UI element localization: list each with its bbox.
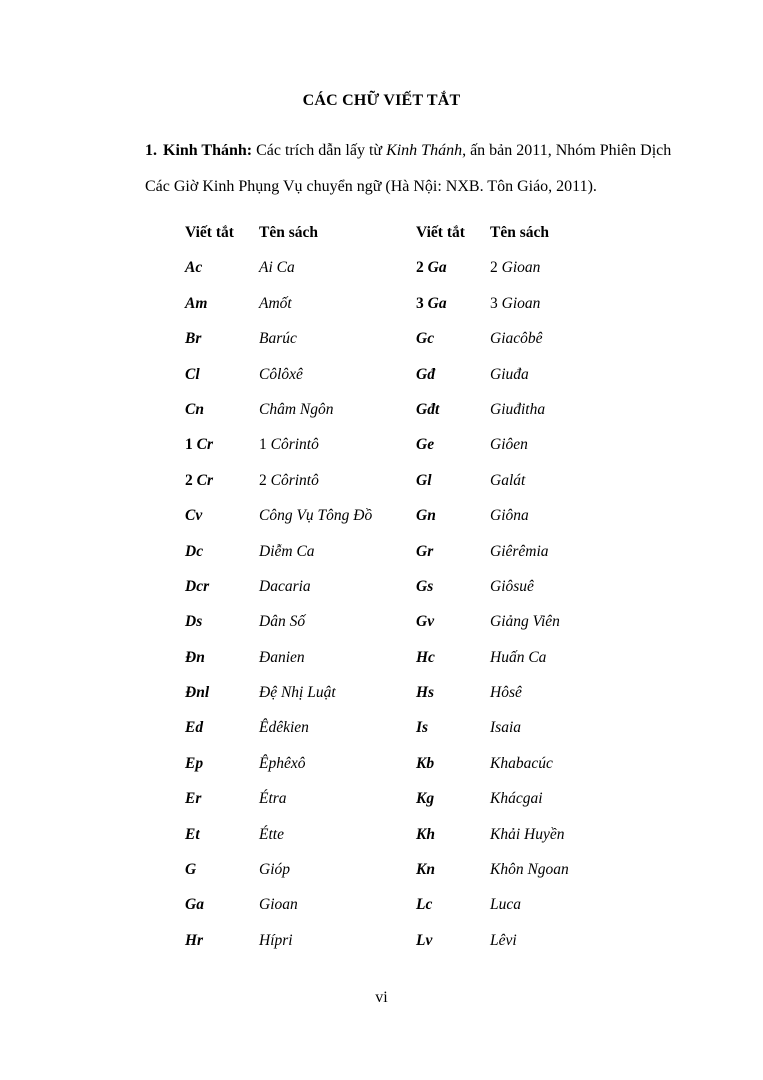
table-row bbox=[416, 330, 569, 365]
abbr-cell bbox=[185, 401, 259, 419]
book-cell bbox=[259, 259, 295, 277]
page-number: vi bbox=[375, 989, 388, 1006]
abbr-cell bbox=[416, 826, 490, 844]
book-text: Châm Ngôn bbox=[259, 400, 334, 418]
table-row bbox=[185, 295, 372, 330]
table-row bbox=[185, 259, 372, 294]
abbr-text: Gn bbox=[416, 507, 436, 525]
abbr-cell bbox=[185, 790, 259, 808]
table-row bbox=[185, 613, 372, 648]
book-text: Isaia bbox=[490, 719, 521, 737]
abbr-number: 3 bbox=[416, 294, 424, 312]
abbr-text: Lv bbox=[416, 931, 433, 949]
table-row bbox=[416, 861, 569, 896]
abbr-text: Đnl bbox=[185, 684, 210, 702]
abbr-number: 2 bbox=[416, 259, 424, 277]
table-row bbox=[416, 755, 569, 790]
abbr-cell bbox=[416, 436, 490, 454]
abbr-cell bbox=[416, 295, 490, 313]
book-cell bbox=[259, 932, 293, 950]
header-abbr: Viết tắt bbox=[416, 224, 465, 241]
table-row bbox=[185, 790, 372, 825]
table-row bbox=[185, 543, 372, 578]
book-cell bbox=[259, 543, 315, 561]
section-number: 1. bbox=[145, 142, 157, 159]
abbr-cell bbox=[416, 259, 490, 277]
book-cell bbox=[490, 259, 540, 277]
table-row bbox=[185, 472, 372, 507]
abbr-cell bbox=[416, 932, 490, 950]
abbr-cell bbox=[416, 719, 490, 737]
book-cell bbox=[490, 719, 521, 737]
book-cell bbox=[259, 472, 319, 490]
abbr-cell bbox=[416, 896, 490, 914]
book-cell bbox=[259, 649, 305, 667]
abbr-cell bbox=[185, 861, 259, 879]
book-text: Giôsuê bbox=[490, 577, 534, 595]
abbr-cell bbox=[416, 649, 490, 667]
book-text: Gioan bbox=[501, 294, 541, 312]
book-text: Giôna bbox=[490, 507, 529, 525]
book-text: Đanien bbox=[259, 648, 305, 666]
abbr-text: Cr bbox=[196, 471, 213, 489]
abbr-text: Cv bbox=[185, 507, 203, 525]
abbr-cell bbox=[185, 330, 259, 348]
abbr-text: Gs bbox=[416, 577, 434, 595]
abbr-text: Ds bbox=[185, 613, 203, 631]
table-row bbox=[416, 896, 569, 931]
book-cell bbox=[490, 295, 540, 313]
table-row bbox=[185, 649, 372, 684]
book-text: Étra bbox=[259, 790, 287, 808]
book-text: Ai Ca bbox=[259, 259, 295, 277]
abbr-cell bbox=[185, 684, 259, 702]
abbr-cell bbox=[416, 330, 490, 348]
book-cell bbox=[259, 719, 309, 737]
book-text: Khôn Ngoan bbox=[490, 861, 569, 879]
book-text: Dân Số bbox=[259, 613, 306, 631]
table-row bbox=[416, 932, 569, 967]
abbr-text: Ep bbox=[185, 754, 204, 772]
abbr-text: Is bbox=[416, 719, 429, 737]
abbr-text: Am bbox=[185, 294, 208, 312]
table-row bbox=[416, 436, 569, 471]
abbr-cell bbox=[185, 649, 259, 667]
book-text: Étte bbox=[259, 825, 284, 843]
book-text: Đệ Nhị Luật bbox=[259, 684, 336, 702]
abbr-text: Gđ bbox=[416, 365, 435, 383]
abbr-cell bbox=[185, 719, 259, 737]
table-row bbox=[416, 613, 569, 648]
abbr-cell bbox=[416, 366, 490, 384]
book-cell bbox=[259, 366, 303, 384]
abbr-cell bbox=[416, 578, 490, 596]
book-cell bbox=[490, 790, 543, 808]
book-cell bbox=[259, 330, 297, 348]
abbr-text: Cr bbox=[196, 436, 213, 454]
abbr-cell bbox=[185, 826, 259, 844]
abbr-cell bbox=[416, 543, 490, 561]
table-row bbox=[185, 401, 372, 436]
book-cell bbox=[259, 861, 290, 879]
table-row bbox=[416, 507, 569, 542]
abbr-table-left bbox=[185, 224, 372, 967]
book-cell bbox=[259, 826, 284, 844]
abbr-text: Ga bbox=[427, 294, 447, 312]
abbr-table-right bbox=[416, 224, 569, 967]
header-book: Tên sách bbox=[259, 224, 318, 241]
abbr-text: Lc bbox=[416, 896, 433, 914]
book-text: Công Vụ Tông Đồ bbox=[259, 507, 373, 525]
book-cell bbox=[490, 472, 525, 490]
book-text: Côrintô bbox=[270, 471, 319, 489]
book-text: Giuđitha bbox=[490, 400, 546, 418]
abbr-text: Hc bbox=[416, 648, 435, 666]
book-cell bbox=[490, 826, 564, 844]
page-title: CÁC CHỮ VIẾT TẮT bbox=[302, 92, 461, 109]
book-text: Giuđa bbox=[490, 365, 529, 383]
header-abbr: Viết tắt bbox=[185, 224, 234, 241]
abbr-cell bbox=[185, 366, 259, 384]
table-row bbox=[185, 366, 372, 401]
abbr-text: Kn bbox=[416, 861, 435, 879]
book-cell bbox=[259, 578, 311, 596]
abbr-cell bbox=[185, 578, 259, 596]
book-cell bbox=[490, 932, 517, 950]
abbr-text: Gv bbox=[416, 613, 435, 631]
table-row bbox=[416, 826, 569, 861]
table-row bbox=[416, 366, 569, 401]
abbr-text: Gđt bbox=[416, 400, 440, 418]
abbr-cell bbox=[185, 507, 259, 525]
abbr-text: Đn bbox=[185, 648, 205, 666]
abbr-cell bbox=[416, 401, 490, 419]
table-row bbox=[185, 507, 372, 542]
intro-text-a: Các trích dẫn lấy từ bbox=[252, 142, 387, 159]
book-text: Huấn Ca bbox=[490, 648, 547, 666]
abbr-cell bbox=[416, 684, 490, 702]
book-cell bbox=[259, 755, 305, 773]
abbr-text: G bbox=[185, 861, 197, 879]
table-row bbox=[416, 259, 569, 294]
intro-italic-title: Kinh Thánh bbox=[386, 142, 463, 159]
abbr-cell bbox=[185, 259, 259, 277]
abbr-text: Ge bbox=[416, 436, 435, 454]
intro-text-b: , ấn bản 2011, Nhóm Phiên Dịch bbox=[462, 142, 672, 159]
abbr-text: Er bbox=[185, 790, 202, 808]
abbr-text: Gr bbox=[416, 542, 434, 560]
table-row bbox=[416, 684, 569, 719]
book-cell bbox=[490, 507, 529, 525]
abbr-text: Dcr bbox=[185, 577, 210, 595]
abbr-text: Dc bbox=[185, 542, 204, 560]
book-cell bbox=[259, 790, 287, 808]
table-row bbox=[185, 932, 372, 967]
book-number: 2 bbox=[490, 259, 498, 277]
intro-line-2: Các Giờ Kinh Phụng Vụ chuyển ngữ (Hà Nội: NXB. Tôn Giáo, 2011). bbox=[145, 178, 597, 195]
book-text: Khabacúc bbox=[490, 754, 553, 772]
book-cell bbox=[490, 366, 529, 384]
book-text: Galát bbox=[490, 471, 526, 489]
book-cell bbox=[490, 684, 522, 702]
book-text: Êphêxô bbox=[259, 754, 306, 772]
abbr-number: 2 bbox=[185, 471, 193, 489]
abbr-text: Gc bbox=[416, 330, 435, 348]
abbr-text: Cn bbox=[185, 400, 204, 418]
book-text: Êdêkien bbox=[259, 719, 309, 737]
book-text: Giảng Viên bbox=[490, 613, 560, 631]
book-text: Lêvi bbox=[490, 931, 517, 949]
book-cell bbox=[490, 755, 553, 773]
table-row bbox=[416, 649, 569, 684]
table-row bbox=[185, 719, 372, 754]
book-text: Gioan bbox=[501, 259, 541, 277]
abbr-cell bbox=[416, 790, 490, 808]
abbr-text: Ga bbox=[427, 259, 447, 277]
abbr-number: 1 bbox=[185, 436, 193, 454]
table-header bbox=[416, 224, 569, 259]
book-cell bbox=[490, 436, 528, 454]
abbr-cell bbox=[185, 295, 259, 313]
table-row bbox=[185, 755, 372, 790]
book-text: Dacaria bbox=[259, 577, 311, 595]
intro-line-1 bbox=[145, 142, 671, 160]
header-book: Tên sách bbox=[490, 224, 549, 241]
abbr-cell bbox=[416, 613, 490, 631]
abbr-text: Kb bbox=[416, 754, 435, 772]
book-text: Luca bbox=[490, 896, 521, 914]
table-row bbox=[416, 543, 569, 578]
book-text: Khải Huyền bbox=[490, 825, 565, 843]
book-cell bbox=[490, 896, 521, 914]
table-row bbox=[416, 295, 569, 330]
book-cell bbox=[259, 684, 336, 702]
table-row bbox=[185, 330, 372, 365]
table-row bbox=[416, 578, 569, 613]
book-text: Gióp bbox=[259, 861, 290, 879]
book-cell bbox=[490, 613, 560, 631]
table-row bbox=[416, 401, 569, 436]
book-text: Hípri bbox=[259, 931, 293, 949]
book-text: Amốt bbox=[259, 294, 292, 312]
abbr-cell bbox=[185, 896, 259, 914]
book-cell bbox=[490, 330, 543, 348]
book-cell bbox=[259, 436, 319, 454]
abbr-text: Br bbox=[185, 330, 202, 348]
book-cell bbox=[490, 861, 569, 879]
abbr-cell bbox=[185, 543, 259, 561]
abbr-cell bbox=[185, 932, 259, 950]
table-header bbox=[185, 224, 372, 259]
abbr-text: Hr bbox=[185, 931, 204, 949]
table-row bbox=[416, 472, 569, 507]
book-cell bbox=[490, 401, 545, 419]
table-row bbox=[416, 719, 569, 754]
abbr-cell bbox=[185, 472, 259, 490]
book-text: Barúc bbox=[259, 330, 297, 348]
abbr-text: Et bbox=[185, 825, 200, 843]
book-cell bbox=[490, 649, 546, 667]
book-text: Khácgai bbox=[490, 790, 543, 808]
abbr-text: Ed bbox=[185, 719, 204, 737]
book-cell bbox=[259, 613, 305, 631]
book-text: Hôsê bbox=[490, 684, 522, 702]
table-row bbox=[185, 861, 372, 896]
book-text: Giôen bbox=[490, 436, 528, 454]
table-row bbox=[416, 790, 569, 825]
book-cell bbox=[259, 295, 292, 313]
table-row bbox=[185, 684, 372, 719]
abbr-cell bbox=[416, 755, 490, 773]
book-text: Côlôxê bbox=[259, 365, 303, 383]
book-text: Côrintô bbox=[270, 436, 319, 454]
book-cell bbox=[490, 543, 549, 561]
book-text: Giêrêmia bbox=[490, 542, 549, 560]
table-row bbox=[185, 896, 372, 931]
book-number: 2 bbox=[259, 471, 267, 489]
book-number: 3 bbox=[490, 294, 498, 312]
abbr-cell bbox=[185, 613, 259, 631]
abbr-text: Kg bbox=[416, 790, 435, 808]
abbr-text: Cl bbox=[185, 365, 200, 383]
abbr-text: Kh bbox=[416, 825, 435, 843]
book-text: Gioan bbox=[259, 896, 298, 914]
table-row bbox=[185, 436, 372, 471]
abbr-text: Ga bbox=[185, 896, 204, 914]
book-text: Giacôbê bbox=[490, 330, 543, 348]
abbr-cell bbox=[185, 755, 259, 773]
abbr-cell bbox=[416, 861, 490, 879]
table-row bbox=[185, 578, 372, 613]
book-cell bbox=[259, 896, 298, 914]
book-cell bbox=[259, 401, 334, 419]
table-row bbox=[185, 826, 372, 861]
abbr-cell bbox=[416, 472, 490, 490]
abbr-text: Ac bbox=[185, 259, 203, 277]
abbr-cell bbox=[416, 507, 490, 525]
section-label: Kinh Thánh: bbox=[163, 142, 253, 159]
book-cell bbox=[490, 578, 534, 596]
abbr-text: Hs bbox=[416, 684, 435, 702]
abbr-cell bbox=[185, 436, 259, 454]
abbr-text: Gl bbox=[416, 471, 432, 489]
book-cell bbox=[259, 507, 372, 525]
book-number: 1 bbox=[259, 436, 267, 454]
book-text: Diễm Ca bbox=[259, 542, 315, 560]
